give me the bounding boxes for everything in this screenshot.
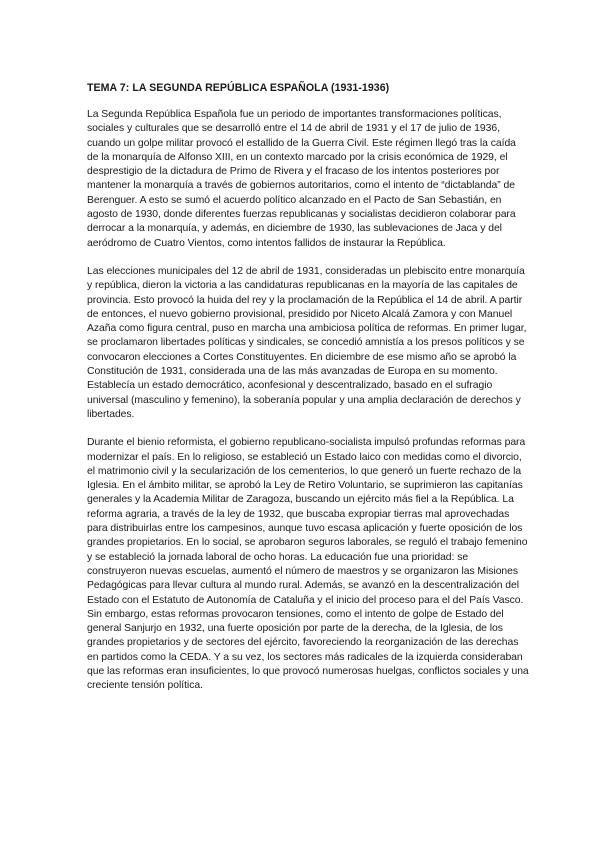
- document-title: TEMA 7: LA SEGUNDA REPÚBLICA ESPAÑOLA (1931-1936): [87, 82, 390, 94]
- paragraph-reforms: Durante el bienio reformista, el gobierno republicano-socialista impulsó profundas reformas para modernizar el país. En lo religioso, se estableció un Estado laico con medidas como el divorcio, el matrimonio civil y la secularización de los cementerios, lo que generó un fuerte rechazo de la Iglesia. En el ámbito militar, se aprobó la Ley de Retiro Voluntario, se suprimieron las capitanías generales y la Academia Militar de Zaragoza, buscando un ejército más fiel a la República. La reforma agraria, a través de la ley de 1932, que buscaba expropiar tierras mal aprovechadas para distribuirlas entre los campesinos, aunque tuvo escasa aplicación y fuerte oposición de los grandes propietarios. En lo social, se aprobaron seguros laborales, se reguló el trabajo femenino y se estableció la jornada laboral de ocho horas. La educación fue una prioridad: se construyeron nuevas escuelas, aumentó el número de maestros y se organizaron las Misiones Pedagógicas para llevar cultura al mundo rural. Además, se avanzó en la descentralización del Estado con el Estatuto de Autonomía de Cataluña y el inicio del proceso para el del País Vasco. Sin embargo, estas reformas provocaron tensiones, como el intento de golpe de Estado del general Sanjurjo en 1932, una fuerte oposición por parte de la derecha, de la Iglesia, de los grandes propietarios y de sectores del ejército, favoreciendo la reorganización de las derechas en partidos como la CEDA. Y a su vez, los sectores más radicales de la izquierda consideraban que las reformas eran insuficientes, lo que provocó numerosas huelgas, conflictos sociales y una creciente tensión política.: [87, 437, 529, 692]
- paragraph-elections: Las elecciones municipales del 12 de abril de 1931, consideradas un plebiscito entre monarquía y república, dieron la victoria a las candidaturas republicanas en la mayoría de las capitales de provincia. Esto provocó la huida del rey y la proclamación de la República el 14 de abril. A partir de entonces, el nuevo gobierno provisional, presidido por Niceto Alcalá Zamora y con Manuel Azaña como figura central, puso en marcha una ambiciosa política de reformas. En primer lugar, se proclamaron libertades políticas y sindicales, se concedió amnistía a los presos políticos y se convocaron elecciones a Cortes Constituyentes. En diciembre de ese mismo año se aprobó la Constitución de 1931, considerada una de las más avanzadas de Europa en su momento. Establecía un estado democrático, aconfesional y descentralizado, basado en el sufragio universal (masculino y femenino), la soberanía popular y una amplia declaración de derechos y libertades.: [87, 265, 527, 420]
- paragraph-intro: La Segunda República Española fue un periodo de importantes transformaciones políticas, sociales y culturales que se desarrolló entre el 14 de abril de 1931 y el 17 de julio de 1936, cuando un golpe militar provocó el estallido de la Guerra Civil. Este régimen llegó tras la caída de la monarquía de Alfonso XIII, en un contexto marcado por la crisis económica de 1929, el desprestigio de la dictadura de Primo de Rivera y el fracaso de los intentos posteriores por mantener la monarquía a través de gobiernos autoritarios, como el intento de “dictablanda” de Berenguer. A esto se sumó el acuerdo político alcanzado en el Pacto de San Sebastián, en agosto de 1930, donde diferentes fuerzas republicanas y socialistas decidieron colaborar para derrocar a la monarquía, y además, en diciembre de 1930, las sublevaciones de Jaca y del aeródromo de Cuatro Vientos, como intentos fallidos de instaurar la República.: [87, 109, 516, 249]
